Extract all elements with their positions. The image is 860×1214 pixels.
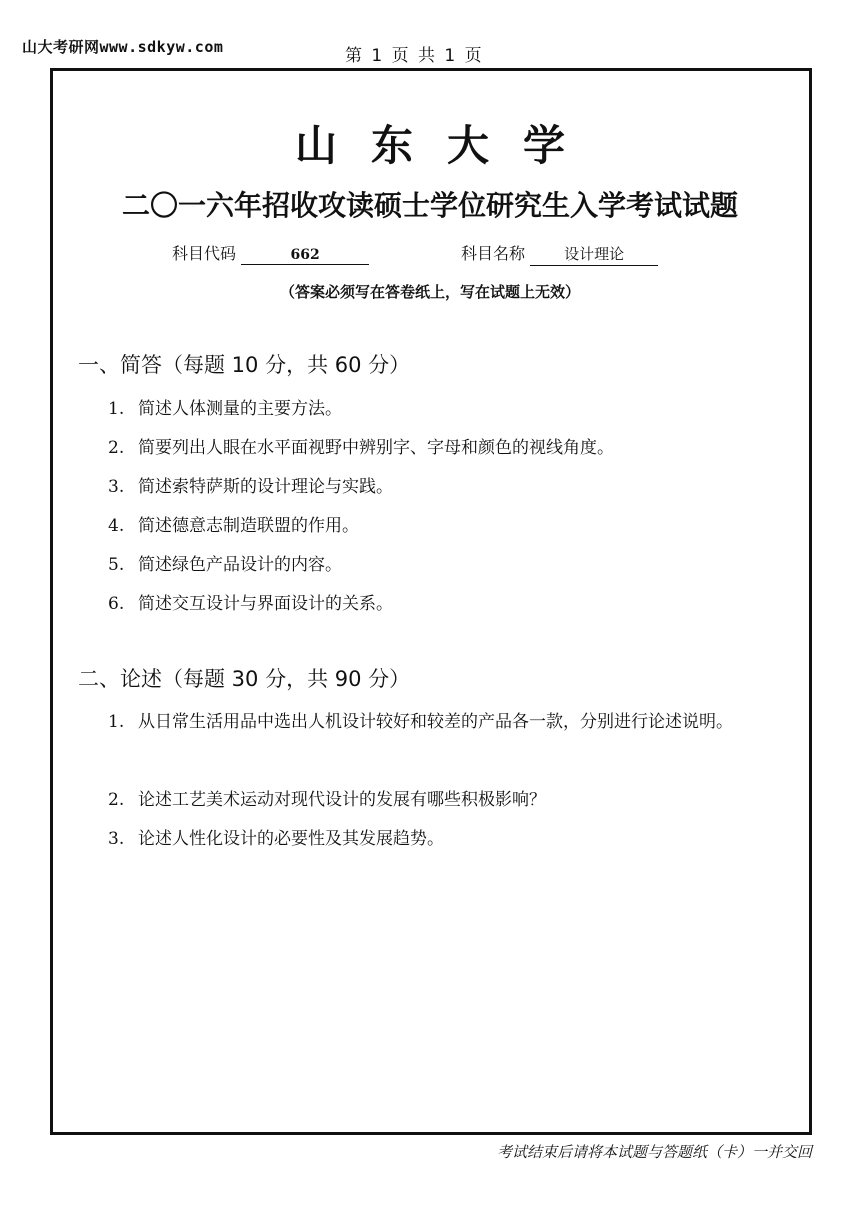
question-text: 论述人性化设计的必要性及其发展趋势。 bbox=[138, 829, 444, 849]
question-number: 3. bbox=[108, 477, 125, 497]
question-text: 简述交互设计与界面设计的关系。 bbox=[138, 594, 393, 614]
question-text: 简述索特萨斯的设计理论与实践。 bbox=[138, 477, 393, 497]
question-item bbox=[108, 703, 798, 783]
page-number: 第 1 页 共 1 页 bbox=[345, 46, 482, 66]
question-item bbox=[108, 820, 798, 858]
question-number: 4. bbox=[108, 516, 125, 536]
question-text: 简述绿色产品设计的内容。 bbox=[138, 555, 342, 575]
subject-code-label: 科目代码 bbox=[172, 244, 237, 263]
subject-name-label: 科目名称 bbox=[461, 244, 526, 263]
question-text: 简述人体测量的主要方法。 bbox=[138, 399, 342, 419]
question-text: 论述工艺美术运动对现代设计的发展有哪些积极影响？ bbox=[138, 790, 546, 810]
question-text: 简要列出人眼在水平面视野中辨别字、字母和颜色的视线角度。 bbox=[138, 438, 614, 458]
university-name: 山东大学 bbox=[294, 121, 599, 170]
answer-instruction: （答案必须写在答卷纸上，写在试题上无效） bbox=[279, 283, 580, 301]
subject-name-row bbox=[461, 241, 658, 266]
site-watermark: 山大考研网www.sdkyw.com bbox=[22, 38, 224, 56]
question-item bbox=[108, 585, 798, 623]
subject-code-value: 662 bbox=[241, 247, 369, 265]
question-number: 2. bbox=[108, 790, 125, 810]
question-item bbox=[108, 507, 798, 545]
question-item bbox=[108, 468, 798, 506]
question-item bbox=[108, 546, 798, 584]
subject-name-value: 设计理论 bbox=[530, 243, 658, 266]
question-number: 2. bbox=[108, 438, 125, 458]
question-text: 从日常生活用品中选出人机设计较好和较差的产品各一款，分别进行论述说明。 bbox=[138, 712, 733, 732]
question-item bbox=[108, 781, 798, 819]
section-heading-short-answer: 一、简答（每题 10 分，共 60 分） bbox=[78, 353, 411, 377]
question-item bbox=[108, 429, 798, 467]
question-text: 简述德意志制造联盟的作用。 bbox=[138, 516, 359, 536]
question-number: 6. bbox=[108, 594, 125, 614]
question-item bbox=[108, 390, 798, 428]
subject-code-row bbox=[172, 241, 369, 265]
section-heading-essay: 二、论述（每题 30 分，共 90 分） bbox=[78, 667, 411, 691]
question-number: 1. bbox=[108, 712, 125, 732]
return-instruction: 考试结束后请将本试题与答题纸（卡）一并交回 bbox=[496, 1143, 812, 1161]
question-number: 1. bbox=[108, 399, 125, 419]
question-number: 5. bbox=[108, 555, 125, 575]
exam-title: 二〇一六年招收攻读硕士学位研究生入学考试试题 bbox=[121, 189, 738, 222]
question-number: 3. bbox=[108, 829, 125, 849]
